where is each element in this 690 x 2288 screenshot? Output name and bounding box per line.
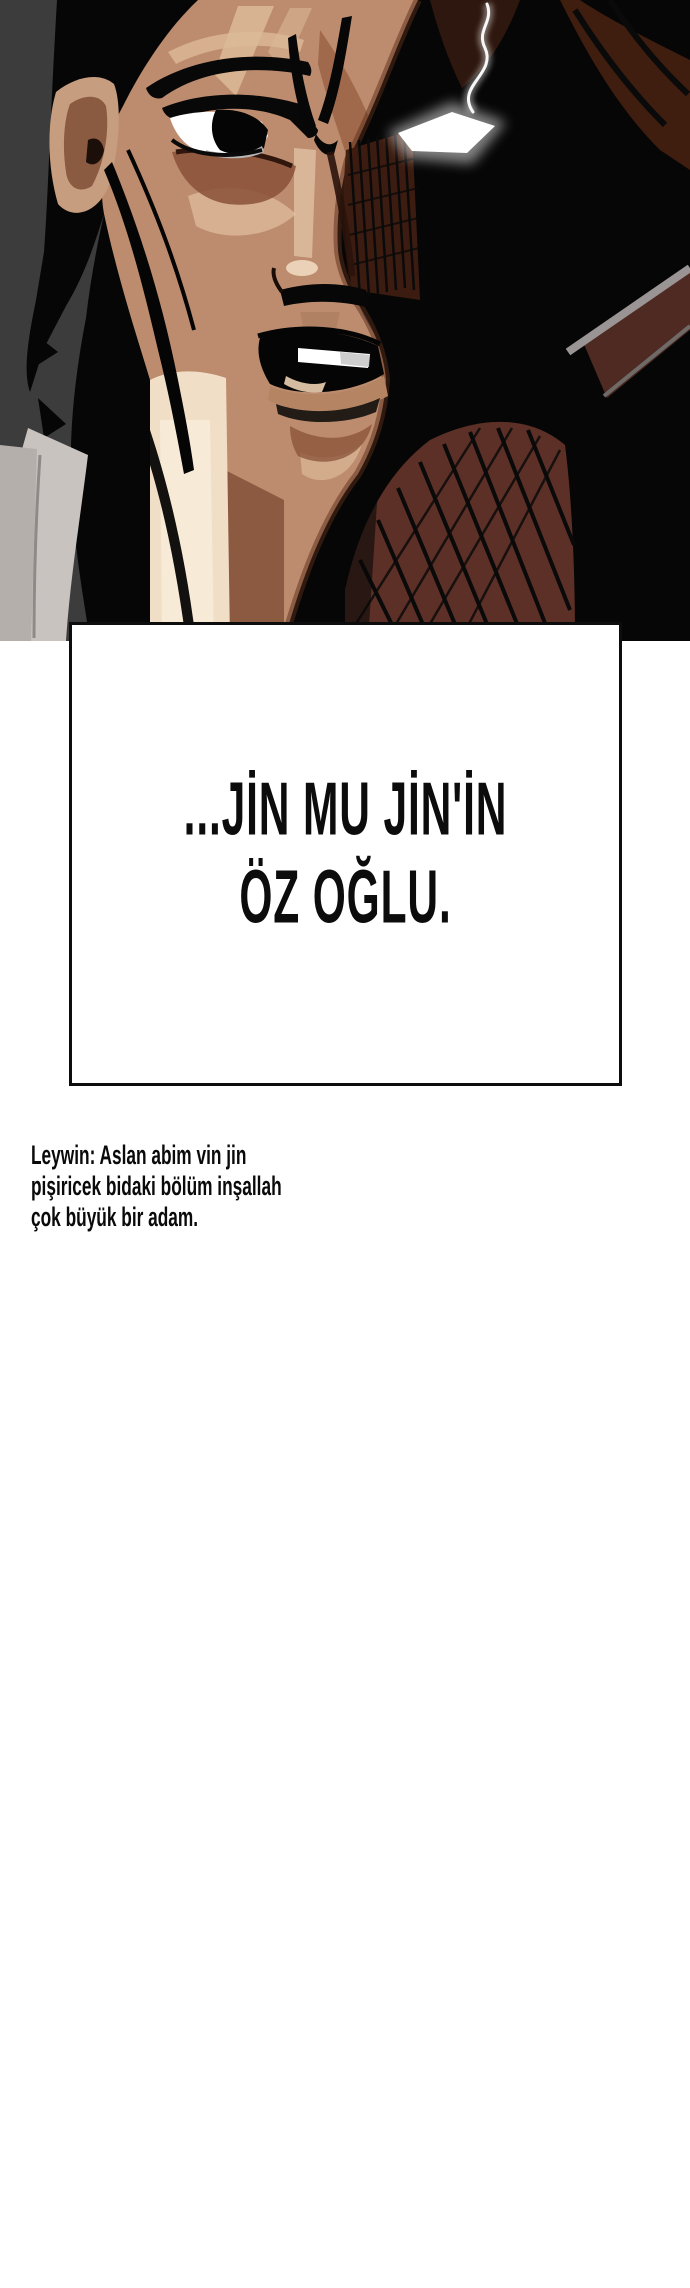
translator-note-line-1: Leywin: Aslan abim vin jin xyxy=(31,1140,247,1170)
jaw-mid-shadow xyxy=(225,470,284,641)
webtoon-panel-image xyxy=(0,0,690,641)
face-illustration xyxy=(0,0,690,641)
speech-line-2: ÖZ OĞLU. xyxy=(239,855,452,939)
nose-tip-highlight xyxy=(286,260,318,276)
translator-note-line-3: çok büyük bir adam. xyxy=(31,1202,199,1232)
translator-note xyxy=(31,1140,423,1233)
lapel-column xyxy=(0,445,37,641)
speech-line-1: ...JİN MU JİN'İN xyxy=(183,767,508,851)
translator-note-line-2: pişiricek bidaki bölüm inşallah xyxy=(31,1171,282,1201)
speech-bubble xyxy=(69,622,622,1086)
mouth xyxy=(258,329,388,422)
